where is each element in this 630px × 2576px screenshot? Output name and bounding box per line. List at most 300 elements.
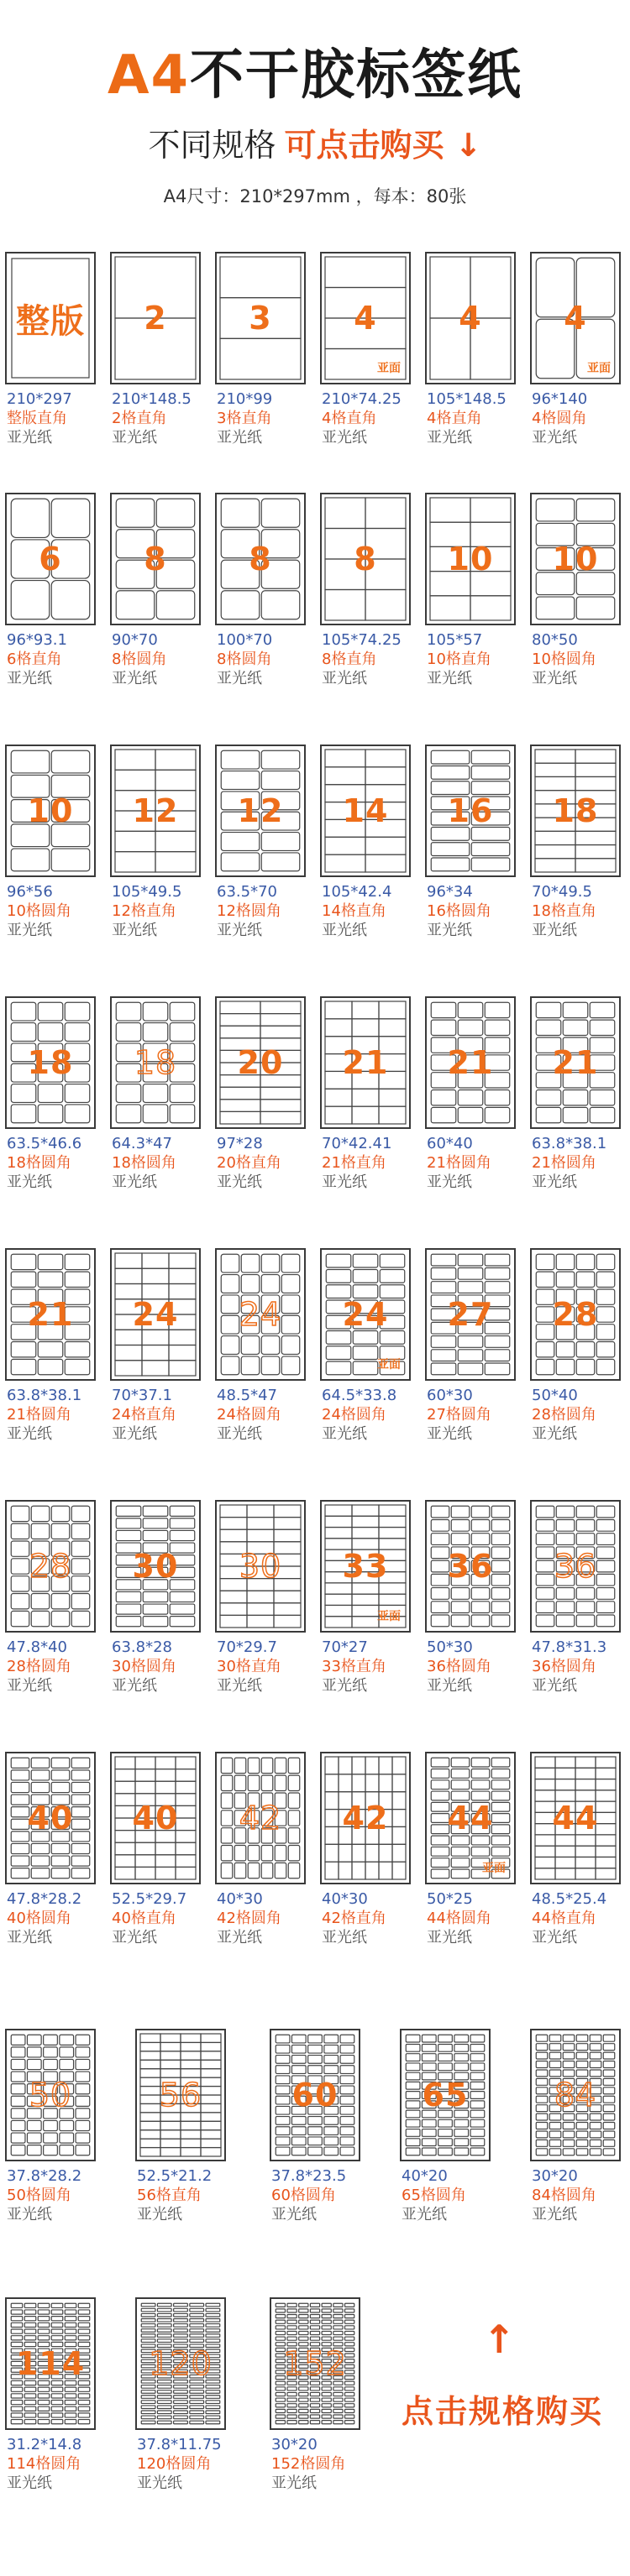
paper-type: 亚光纸 <box>427 1173 472 1191</box>
title-accent: A4 <box>107 44 191 107</box>
label-count: 42 <box>239 1800 282 1837</box>
paper-type: 亚光纸 <box>217 670 262 687</box>
spec-line: A4尺寸：210*297mm ，每本：80张 <box>163 186 467 206</box>
label-desc: 30格圆角 <box>112 1658 176 1675</box>
label-count: 10 <box>447 541 494 577</box>
label-desc: 18格圆角 <box>7 1154 71 1172</box>
sheet-thumbnail <box>530 1248 621 1381</box>
label-desc: 8格圆角 <box>217 651 272 668</box>
label-count: 3 <box>249 300 272 337</box>
label-spec-card[interactable] <box>320 1752 411 1952</box>
paper-type: 亚光纸 <box>217 1677 262 1695</box>
paper-type: 亚光纸 <box>112 670 157 687</box>
label-spec-card[interactable] <box>425 1500 516 1700</box>
paper-type: 亚光纸 <box>427 429 472 447</box>
paper-type: 亚光纸 <box>427 670 472 687</box>
label-desc: 21格圆角 <box>7 1406 71 1424</box>
label-size: 105*57 <box>427 631 483 649</box>
label-spec-card[interactable] <box>215 996 306 1196</box>
label-size: 105*148.5 <box>427 390 507 408</box>
label-spec-card[interactable] <box>320 996 411 1196</box>
label-count: 4 <box>354 300 377 337</box>
paper-type: 亚光纸 <box>322 1173 367 1191</box>
sheet-thumbnail <box>110 1500 201 1633</box>
label-count: 40 <box>132 1800 179 1837</box>
label-size: 48.5*25.4 <box>532 1890 607 1908</box>
label-size: 70*42.41 <box>322 1135 392 1152</box>
paper-type: 亚光纸 <box>271 2206 317 2223</box>
label-spec-card[interactable] <box>215 493 306 692</box>
paper-type: 亚光纸 <box>217 1929 262 1946</box>
label-count: 44 <box>447 1800 494 1837</box>
paper-type: 亚光纸 <box>112 1677 157 1695</box>
label-size: 105*49.5 <box>112 883 182 901</box>
label-count: 33 <box>342 1548 389 1585</box>
sheet-thumbnail <box>215 1752 306 1884</box>
label-size: 40*30 <box>322 1890 368 1908</box>
label-desc: 18格圆角 <box>112 1154 176 1172</box>
label-desc: 4格直角 <box>322 410 377 427</box>
label-desc: 24格圆角 <box>322 1406 386 1424</box>
label-desc: 4格圆角 <box>532 410 587 427</box>
sheet-thumbnail <box>5 2297 96 2430</box>
label-desc: 84格圆角 <box>532 2187 596 2204</box>
label-count: 84 <box>554 2077 597 2114</box>
sheet-thumbnail <box>270 2029 360 2161</box>
label-desc: 42格直角 <box>322 1910 386 1927</box>
label-size: 63.8*38.1 <box>532 1135 607 1152</box>
label-size: 70*37.1 <box>112 1387 172 1404</box>
paper-type: 亚光纸 <box>532 1677 577 1695</box>
sheet-thumbnail <box>5 493 96 625</box>
sheet-thumbnail <box>5 252 96 384</box>
label-desc: 114格圆角 <box>7 2455 81 2473</box>
label-spec-card[interactable] <box>425 996 516 1196</box>
label-desc: 21格圆角 <box>532 1154 596 1172</box>
label-count: 16 <box>447 792 494 829</box>
label-spec-card[interactable] <box>425 1752 516 1952</box>
label-spec-card[interactable] <box>530 2029 621 2229</box>
paper-type: 亚光纸 <box>217 1425 262 1443</box>
paper-type: 亚光纸 <box>7 1425 52 1443</box>
paper-type: 亚光纸 <box>112 1929 157 1946</box>
label-spec-card[interactable] <box>530 745 621 944</box>
sheet-thumbnail <box>530 1500 621 1633</box>
sheet-thumbnail <box>320 1248 411 1381</box>
sheet-thumbnail <box>425 493 516 625</box>
label-size: 96*93.1 <box>7 631 67 649</box>
label-spec-card[interactable] <box>320 493 411 692</box>
label-size: 70*27 <box>322 1638 368 1656</box>
label-spec-card[interactable] <box>530 252 621 452</box>
page-title <box>0 32 630 109</box>
matte-tag: 亚面 <box>482 1862 506 1875</box>
label-size: 52.5*21.2 <box>137 2167 213 2185</box>
sheet-thumbnail <box>425 1500 516 1633</box>
sheet-thumbnail <box>530 996 621 1129</box>
paper-type: 亚光纸 <box>7 922 52 939</box>
paper-type: 亚光纸 <box>427 1929 472 1946</box>
label-size: 50*40 <box>532 1387 578 1404</box>
label-count: 60 <box>291 2077 339 2114</box>
sheet-thumbnail <box>215 252 306 384</box>
sheet-thumbnail <box>320 996 411 1129</box>
matte-tag: 亚面 <box>587 362 611 375</box>
label-size: 64.3*47 <box>112 1135 172 1152</box>
sheet-thumbnail <box>5 1752 96 1884</box>
label-desc: 40格直角 <box>112 1910 176 1927</box>
label-desc: 30格直角 <box>217 1658 281 1675</box>
label-spec-card[interactable] <box>5 493 96 692</box>
sheet-thumbnail <box>215 493 306 625</box>
sheet-thumbnail <box>5 1248 96 1381</box>
label-desc: 36格圆角 <box>427 1658 491 1675</box>
label-size: 47.8*40 <box>7 1638 67 1656</box>
label-spec-card[interactable] <box>530 1248 621 1448</box>
paper-type: 亚光纸 <box>217 1173 262 1191</box>
sheet-thumbnail <box>5 2029 96 2161</box>
label-spec-card[interactable] <box>530 996 621 1196</box>
label-spec-card[interactable] <box>215 252 306 452</box>
label-size: 37.8*28.2 <box>7 2167 82 2185</box>
label-count: 21 <box>552 1044 599 1081</box>
label-spec-card[interactable] <box>5 252 96 452</box>
paper-type: 亚光纸 <box>137 2474 182 2492</box>
paper-type: 亚光纸 <box>532 429 577 447</box>
label-desc: 2格直角 <box>112 410 167 427</box>
label-spec-card[interactable] <box>110 1500 201 1700</box>
label-size: 63.8*28 <box>112 1638 172 1656</box>
sheet-thumbnail <box>320 1752 411 1884</box>
label-spec-card[interactable] <box>215 745 306 944</box>
label-count: 114 <box>15 2345 86 2382</box>
label-count: 10 <box>27 792 74 829</box>
sheet-thumbnail <box>320 745 411 877</box>
up-arrow-icon: ↑ <box>483 2317 516 2362</box>
sheet-thumbnail <box>110 252 201 384</box>
sheet-thumbnail <box>215 1500 306 1633</box>
label-desc: 8格直角 <box>322 651 377 668</box>
label-desc: 整版直角 <box>7 410 67 427</box>
label-size: 50*25 <box>427 1890 473 1908</box>
label-size: 70*49.5 <box>532 883 592 901</box>
label-desc: 65格圆角 <box>402 2187 466 2204</box>
sheet-thumbnail <box>530 2029 621 2161</box>
label-spec-card[interactable] <box>320 745 411 944</box>
sheet-thumbnail <box>5 996 96 1129</box>
label-desc: 44格直角 <box>532 1910 596 1927</box>
label-count: 21 <box>27 1296 74 1333</box>
label-desc: 12格圆角 <box>217 902 281 920</box>
label-size: 60*30 <box>427 1387 473 1404</box>
label-spec-card[interactable] <box>270 2297 360 2497</box>
paper-type: 亚光纸 <box>427 1425 472 1443</box>
label-spec-card[interactable] <box>425 252 516 452</box>
label-count: 20 <box>237 1044 284 1081</box>
label-count: 8 <box>354 541 377 577</box>
paper-type: 亚光纸 <box>7 1677 52 1695</box>
paper-type: 亚光纸 <box>322 429 367 447</box>
label-size: 48.5*47 <box>217 1387 277 1404</box>
label-count: 28 <box>552 1296 599 1333</box>
label-desc: 28格圆角 <box>7 1658 71 1675</box>
label-size: 63.8*38.1 <box>7 1387 82 1404</box>
label-count: 24 <box>132 1296 179 1333</box>
label-spec-card[interactable] <box>110 745 201 944</box>
label-size: 96*56 <box>7 883 53 901</box>
label-desc: 44格圆角 <box>427 1910 491 1927</box>
sheet-thumbnail <box>425 1248 516 1381</box>
sheet-thumbnail <box>5 745 96 877</box>
label-spec-card[interactable] <box>110 252 201 452</box>
label-count: 27 <box>447 1296 494 1333</box>
label-spec-card[interactable] <box>425 745 516 944</box>
sheet-thumbnail <box>270 2297 360 2430</box>
sheet-thumbnail <box>110 1752 201 1884</box>
label-desc: 18格直角 <box>532 902 596 920</box>
label-spec-card[interactable] <box>5 2297 96 2497</box>
label-spec-card[interactable] <box>320 1248 411 1448</box>
label-size: 40*30 <box>217 1890 263 1908</box>
sheet-thumbnail <box>425 252 516 384</box>
label-desc: 10格圆角 <box>7 902 71 920</box>
label-spec-card[interactable] <box>320 1500 411 1700</box>
label-count: 28 <box>29 1548 72 1585</box>
label-size: 50*30 <box>427 1638 473 1656</box>
paper-type: 亚光纸 <box>7 429 52 447</box>
label-count: 18 <box>552 792 599 829</box>
label-size: 90*70 <box>112 631 158 649</box>
paper-type: 亚光纸 <box>7 2206 52 2223</box>
paper-type: 亚光纸 <box>112 429 157 447</box>
paper-type: 亚光纸 <box>7 1173 52 1191</box>
label-desc: 42格圆角 <box>217 1910 281 1927</box>
label-count: 152 <box>283 2345 347 2382</box>
label-count: 21 <box>447 1044 494 1081</box>
label-spec-card[interactable] <box>5 1500 96 1700</box>
label-desc: 60格圆角 <box>271 2187 336 2204</box>
sheet-thumbnail <box>110 745 201 877</box>
paper-type: 亚光纸 <box>112 1425 157 1443</box>
sheet-thumbnail <box>425 1752 516 1884</box>
label-count: 30 <box>132 1548 179 1585</box>
sheet-thumbnail <box>530 493 621 625</box>
paper-type: 亚光纸 <box>217 429 262 447</box>
label-size: 210*297 <box>7 390 72 408</box>
label-count: 30 <box>239 1548 282 1585</box>
label-size: 30*20 <box>532 2167 578 2185</box>
buy-by-spec-link[interactable]: 点击规格购买 <box>402 2393 604 2430</box>
label-spec-card[interactable] <box>5 1248 96 1448</box>
label-spec-card[interactable] <box>215 1500 306 1700</box>
label-spec-card[interactable] <box>270 2029 360 2229</box>
label-size: 210*74.25 <box>322 390 402 408</box>
paper-type: 亚光纸 <box>217 922 262 939</box>
label-spec-card[interactable] <box>110 1248 201 1448</box>
matte-tag: 亚面 <box>377 1610 401 1623</box>
label-spec-card[interactable] <box>5 1752 96 1952</box>
paper-type: 亚光纸 <box>322 1425 367 1443</box>
label-spec-card[interactable] <box>530 1500 621 1700</box>
label-desc: 33格直角 <box>322 1658 386 1675</box>
paper-type: 亚光纸 <box>112 1173 157 1191</box>
paper-type: 亚光纸 <box>322 1929 367 1946</box>
sheet-thumbnail <box>400 2029 491 2161</box>
label-count: 65 <box>422 2077 469 2114</box>
paper-type: 亚光纸 <box>532 2206 577 2223</box>
paper-type: 亚光纸 <box>402 2206 447 2223</box>
sheet-thumbnail <box>320 252 411 384</box>
label-desc: 21格圆角 <box>427 1154 491 1172</box>
label-size: 37.8*11.75 <box>137 2436 222 2453</box>
label-spec-card[interactable] <box>135 2029 226 2229</box>
paper-type: 亚光纸 <box>112 922 157 939</box>
label-count: 10 <box>552 541 599 577</box>
sheet-thumbnail <box>215 745 306 877</box>
label-desc: 12格直角 <box>112 902 176 920</box>
label-spec-card[interactable] <box>425 493 516 692</box>
label-size: 210*99 <box>217 390 273 408</box>
label-desc: 21格直角 <box>322 1154 386 1172</box>
label-count: 24 <box>342 1296 389 1333</box>
sheet-thumbnail <box>110 1248 201 1381</box>
sheet-thumbnail <box>425 996 516 1129</box>
label-size: 40*20 <box>402 2167 448 2185</box>
label-count: 8 <box>144 541 167 577</box>
label-size: 80*50 <box>532 631 578 649</box>
paper-type: 亚光纸 <box>532 1929 577 1946</box>
sheet-thumbnail <box>110 493 201 625</box>
label-desc: 56格直角 <box>137 2187 202 2204</box>
matte-tag: 亚面 <box>377 362 401 375</box>
paper-type: 亚光纸 <box>532 670 577 687</box>
label-desc: 27格圆角 <box>427 1406 491 1424</box>
label-desc: 40格圆角 <box>7 1910 71 1927</box>
paper-type: 亚光纸 <box>427 1677 472 1695</box>
paper-type: 亚光纸 <box>137 2206 182 2223</box>
label-count: 8 <box>249 541 272 577</box>
label-size: 47.8*31.3 <box>532 1638 607 1656</box>
sheet-thumbnail <box>530 252 621 384</box>
label-spec-card[interactable] <box>110 1752 201 1952</box>
paper-type: 亚光纸 <box>532 1425 577 1443</box>
label-desc: 14格直角 <box>322 902 386 920</box>
label-count: 6 <box>39 541 62 577</box>
label-count: 44 <box>552 1800 599 1837</box>
label-count: 18 <box>27 1044 74 1081</box>
label-spec-card[interactable] <box>110 996 201 1196</box>
label-count: 36 <box>447 1548 494 1585</box>
label-size: 37.8*23.5 <box>271 2167 347 2185</box>
label-spec-card[interactable] <box>530 493 621 692</box>
label-count: 40 <box>27 1800 74 1837</box>
label-size: 210*148.5 <box>112 390 192 408</box>
label-spec-card[interactable] <box>215 1752 306 1952</box>
subtitle-buy-link[interactable]: 可点击购买 ↓ <box>284 127 482 164</box>
label-size: 100*70 <box>217 631 273 649</box>
label-desc: 4格直角 <box>427 410 482 427</box>
label-size: 70*29.7 <box>217 1638 277 1656</box>
label-count: 24 <box>239 1296 282 1333</box>
subtitle-main: 不同规格 <box>148 127 276 164</box>
label-desc: 20格直角 <box>217 1154 281 1172</box>
paper-type: 亚光纸 <box>322 670 367 687</box>
label-count: 整版 <box>16 301 85 341</box>
label-desc: 36格圆角 <box>532 1658 596 1675</box>
sheet-thumbnail <box>320 1500 411 1633</box>
label-spec-card[interactable] <box>110 493 201 692</box>
label-spec-card[interactable] <box>530 1752 621 1952</box>
label-count: 12 <box>132 792 179 829</box>
sheet-thumbnail <box>135 2297 226 2430</box>
label-desc: 120格圆角 <box>137 2455 212 2473</box>
title-rest: 不干胶标签纸 <box>190 44 523 107</box>
sheet-thumbnail <box>5 1500 96 1633</box>
label-count: 4 <box>459 300 482 337</box>
label-count: 42 <box>342 1800 389 1837</box>
paper-type: 亚光纸 <box>427 922 472 939</box>
sheet-thumbnail <box>320 493 411 625</box>
label-count: 36 <box>554 1548 597 1585</box>
paper-type: 亚光纸 <box>532 922 577 939</box>
label-spec-card[interactable] <box>5 2029 96 2229</box>
label-size: 105*42.4 <box>322 883 392 901</box>
label-desc: 50格圆角 <box>7 2187 71 2204</box>
label-desc: 24格直角 <box>112 1406 176 1424</box>
label-desc: 24格圆角 <box>217 1406 281 1424</box>
label-spec-card[interactable] <box>425 1248 516 1448</box>
label-count: 2 <box>144 300 167 337</box>
label-count: 12 <box>237 792 284 829</box>
label-size: 96*34 <box>427 883 473 901</box>
label-size: 63.5*70 <box>217 883 277 901</box>
label-size: 31.2*14.8 <box>7 2436 82 2453</box>
paper-type: 亚光纸 <box>271 2474 317 2492</box>
label-size: 30*20 <box>271 2436 318 2453</box>
label-count: 21 <box>342 1044 389 1081</box>
subtitle <box>0 119 630 165</box>
page-header <box>0 0 630 243</box>
label-size: 105*74.25 <box>322 631 402 649</box>
sheet-thumbnail <box>110 996 201 1129</box>
paper-type: 亚光纸 <box>532 1173 577 1191</box>
sheet-thumbnail <box>215 1248 306 1381</box>
paper-type: 亚光纸 <box>322 922 367 939</box>
sheet-thumbnail <box>135 2029 226 2161</box>
label-desc: 10格圆角 <box>532 651 596 668</box>
label-spec-card[interactable] <box>215 1248 306 1448</box>
label-count: 120 <box>149 2345 213 2382</box>
label-spec-card[interactable] <box>400 2029 491 2229</box>
label-size: 47.8*28.2 <box>7 1890 82 1908</box>
label-count: 4 <box>564 300 587 337</box>
label-spec-card[interactable] <box>5 745 96 944</box>
label-count: 50 <box>29 2077 72 2114</box>
label-spec-card[interactable] <box>135 2297 226 2497</box>
label-count: 18 <box>134 1044 177 1081</box>
label-desc: 152格圆角 <box>271 2455 346 2473</box>
label-size: 63.5*46.6 <box>7 1135 82 1152</box>
label-spec-card[interactable] <box>320 252 411 452</box>
label-desc: 6格直角 <box>7 651 62 668</box>
paper-type: 亚光纸 <box>7 1929 52 1946</box>
label-desc: 16格圆角 <box>427 902 491 920</box>
sheet-thumbnail <box>530 1752 621 1884</box>
label-spec-card[interactable] <box>5 996 96 1196</box>
paper-type: 亚光纸 <box>322 1677 367 1695</box>
label-size: 64.5*33.8 <box>322 1387 397 1404</box>
label-size: 52.5*29.7 <box>112 1890 187 1908</box>
